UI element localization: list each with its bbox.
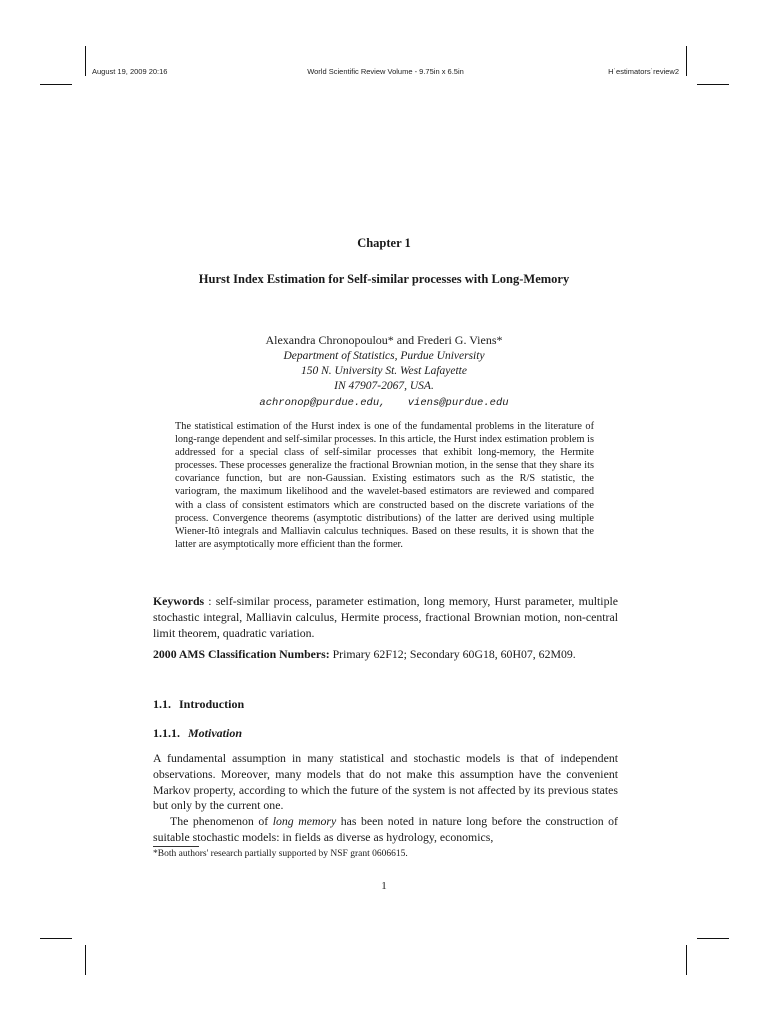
running-header bbox=[92, 67, 679, 81]
affiliation-line-1: Department of Statistics, Purdue University bbox=[283, 350, 485, 362]
crop-mark-bottom-right-vertical bbox=[686, 945, 687, 975]
paper-title: Hurst Index Estimation for Self-similar processes with Long-Memory bbox=[198, 272, 570, 286]
crop-mark-bottom-left-vertical bbox=[85, 945, 86, 975]
subsection-title: Motivation bbox=[188, 726, 243, 740]
chapter-label: Chapter 1 bbox=[357, 236, 411, 250]
body-paragraph-2 bbox=[153, 814, 618, 846]
keywords-text: : self-similar process, parameter estimation, long memory, Hurst parameter, multiple stochastic integral, Malliavin calculus, Hermite process, fractional Brownian motion, non-central limit theorem, quadratic variation. bbox=[153, 594, 618, 640]
header-volume: World Scientific Review Volume - 9.75in x 6.5in bbox=[307, 67, 464, 76]
keywords-block bbox=[153, 594, 618, 641]
section-number: 1.1. bbox=[153, 697, 171, 711]
abstract-text: The statistical estimation of the Hurst index is one of the fundamental problems in the literature of long-range dependent and self-similar processes. In this article, the Hurst index estimation problem is addressed for a special class of self-similar processes that exhibit long-memory, the Hermite processes. These processes generalize the fractional Brownian motion, in the sense that they share its covariance function, but are non-Gaussian. Existing estimators such as the R/S statistic, the variogram, the maximum likelihood and the wavelet-based estimators are reviewed and compared with a class of consistent estimators which are constructed based on the discrete variations of the process. Convergence theorems (asymptotic distributions) of the latter are derived using multiple Wiener-Itô integrals and Malliavin calculus techniques. Based on these results, it is shown that the latter are asymptotically more efficient than the former. bbox=[175, 421, 594, 550]
crop-mark-top-right-vertical bbox=[686, 46, 687, 76]
page-number: 1 bbox=[381, 880, 387, 892]
crop-mark-bottom-right-horizontal bbox=[697, 938, 729, 939]
author-line: Alexandra Chronopoulou* and Frederi G. Viens* bbox=[265, 333, 503, 347]
email-first: achronop@purdue.edu, bbox=[259, 397, 386, 409]
body-p2-emphasis: long memory bbox=[272, 814, 337, 829]
section-heading bbox=[153, 697, 244, 712]
ams-classification-block bbox=[153, 647, 618, 663]
subsection-heading bbox=[153, 726, 242, 741]
header-date: August 19, 2009 20:16 bbox=[92, 67, 168, 76]
body-paragraph-1: A fundamental assumption in many statistical and stochastic models is that of independent observations. Moreover, many models that do not make this assumption have the convenient Markov property, according to which the future of the system is not affected by its previous states but only by the current one. bbox=[153, 751, 618, 813]
abstract bbox=[175, 420, 594, 551]
email-second: viens@purdue.edu bbox=[407, 397, 509, 409]
body-p2-start: The phenomenon of bbox=[170, 814, 273, 829]
crop-mark-top-left-horizontal bbox=[40, 84, 72, 85]
footnote-rule bbox=[153, 846, 199, 847]
header-filename: H˙estimators˙review2 bbox=[608, 67, 679, 76]
crop-mark-top-right-horizontal bbox=[697, 84, 729, 85]
ams-text: Primary 62F12; Secondary 60G18, 60H07, 62M09. bbox=[329, 647, 576, 661]
email-line bbox=[0, 397, 768, 409]
body-text bbox=[153, 751, 618, 846]
section-title: Introduction bbox=[179, 697, 245, 711]
body-p2-end: has been noted in nature long before the construction of suitable stochastic models: in fields as diverse as hydrology, economics, bbox=[153, 814, 618, 844]
affiliation-line-2: 150 N. University St. West Lafayette bbox=[301, 365, 467, 377]
affiliation-line-3: IN 47907-2067, USA. bbox=[334, 380, 434, 392]
affiliation bbox=[0, 349, 768, 394]
crop-mark-bottom-left-horizontal bbox=[40, 938, 72, 939]
keywords-label: Keywords bbox=[153, 594, 205, 608]
footnote: *Both authors' research partially supported by NSF grant 0606615. bbox=[153, 849, 408, 859]
subsection-number: 1.1.1. bbox=[153, 726, 180, 740]
ams-label: 2000 AMS Classification Numbers: bbox=[153, 647, 330, 661]
crop-mark-top-left-vertical bbox=[85, 46, 86, 76]
